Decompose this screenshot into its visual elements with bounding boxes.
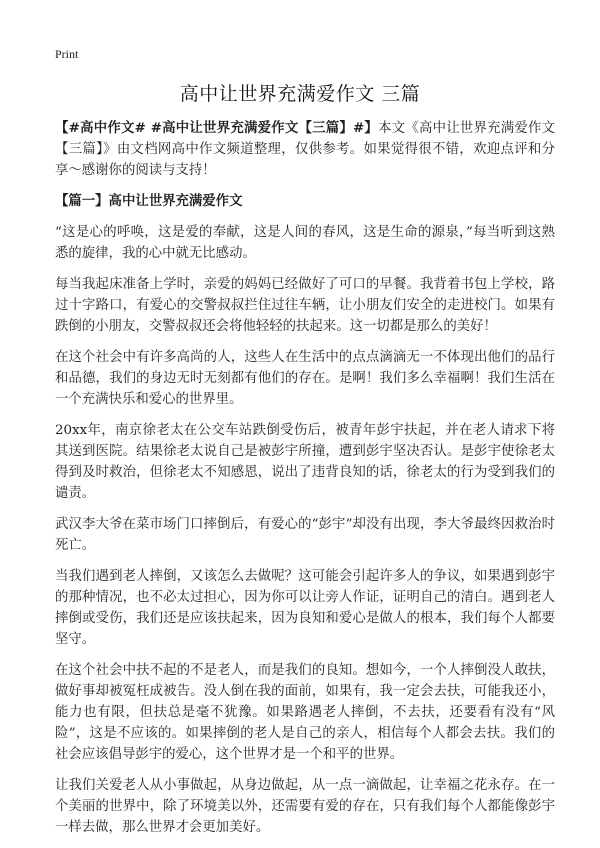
print-label: Print	[55, 47, 79, 61]
body-paragraph: “这是心的呼唤，这是爱的奉献，这是人间的春风，这是生命的源泉，”每当听到这熟悉的旋律，我的心中就无比感动。	[55, 225, 555, 261]
intro-tags: 【#高中作文# #高中让世界充满爱作文【三篇】#】	[55, 120, 379, 136]
document-title: 高中让世界充满爱作文 三篇	[179, 83, 421, 105]
body-paragraph: 武汉李大爷在菜市场门口摔倒后，有爱心的“彭宇”却没有出现，李大爷最终因救治时死亡。	[55, 517, 555, 553]
intro-paragraph	[55, 118, 555, 181]
body-paragraph: 在这个社会中有许多高尚的人，这些人在生活中的点点滴滴无一不体现出他们的品行和品德，我们的身边无时无刻都有他们的存在。是啊！我们多么幸福啊！我们生活在一个充满快乐和爱心的世界里。	[55, 350, 555, 407]
section-heading: 【篇一】高中让世界充满爱作文	[55, 193, 243, 209]
body-paragraph: 当我们遇到老人摔倒，又该怎么去做呢？这可能会引起许多人的争议，如果遇到彭宇的那种情况，也不必太过担心，因为你可以让旁人作证，证明自己的清白。遇到老人摔倒或受伤，我们还是应该扶起来，因为良知和爱心是做人的根本，我们每个人都要坚守。	[55, 569, 555, 647]
body-paragraph: 让我们关爱老人从小事做起，从身边做起，从一点一滴做起，让幸福之花永存。在一个美丽的世界中，除了环境美以外，还需要有爱的存在，只有我们每个人都能像彭宇一样去做，那么世界才会更加美好。	[55, 778, 555, 835]
document-body	[55, 118, 555, 848]
body-paragraph: 在这个社会中扶不起的不是老人，而是我们的良知。想如今，一个人摔倒没人敢扶，做好事却被冤枉成被告。没人倒在我的面前，如果有，我一定会去扶，可能我还小，能力也有限，但扶总是毫不犹豫。如果路遇老人摔倒，不去扶，还要看有没有“风险”，这是不应该的。如果摔倒的老人是自己的亲人，相信每个人都会去扶。我们的社会应该倡导彭宇的爱心，这个世界才是一个和平的世界。	[55, 663, 555, 762]
body-paragraph: 20xx年，南京徐老太在公交车站跌倒受伤后，被青年彭宇扶起，并在老人请求下将其送到医院。结果徐老太说自己是被彭宇所撞，遭到彭宇坚决否认。是彭宇使徐老太得到及时救治，但徐老太不知感恩，说出了违背良知的话，徐老太的行为受到我们的谴责。	[55, 423, 555, 501]
intro-text: 本文《高中让世界充满爱作文【三篇】》由文档网高中作文频道整理，仅供参考。如果觉得很不错，欢迎点评和分享～感谢你的阅读与支持！	[55, 121, 555, 178]
body-paragraph: 每当我起床准备上学时，亲爱的妈妈已经做好了可口的早餐。我背着书包上学校，路过十字路口，有爱心的交警叔叔拦住过往车辆，让小朋友们安全的走进校门。如果有跌倒的小朋友，交警叔叔还会将他轻轻的扶起来。这一切都是那么的美好！	[55, 277, 555, 334]
